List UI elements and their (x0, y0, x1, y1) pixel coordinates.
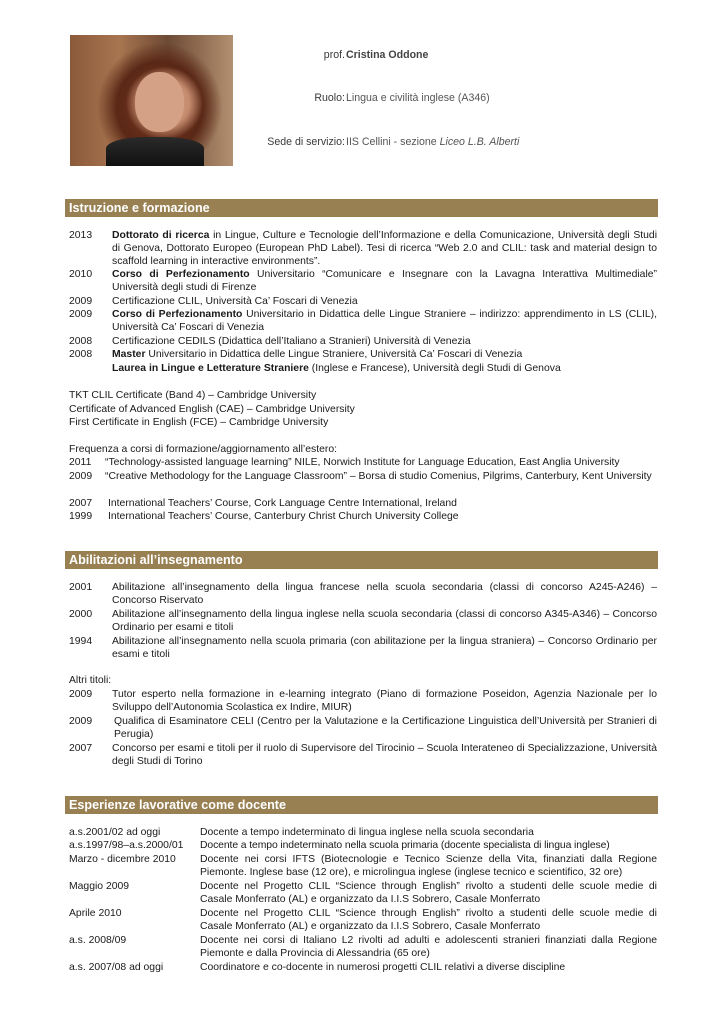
education-entry: 2008 Certificazione CEDILS (Didattica dell’Italiano a Stranieri) Università di Venezia (69, 336, 471, 347)
section-title-work: Esperienze lavorative come docente (65, 796, 658, 814)
photo-face (135, 72, 184, 132)
abroad-entry: 2007 International Teachers’ Course, Cork Language Centre International, Ireland (69, 498, 457, 509)
sede-label: Sede di servizio: (267, 136, 345, 148)
section-title-education: Istruzione e formazione (65, 199, 658, 217)
education-entry: 2013 Dottorato di ricerca in Lingue, Culture e Tecnologie dell’Informazione e della Comunicazione, Università degli Studi di Genova, Dottorato Europeo (European PhD Label). Tesi di ricerca “Web 2.0 and CLIL: task and material design to scaffold learning in interactive environments”. (69, 230, 657, 268)
work-entry: Marzo - dicembre 2010 Docente nei corsi IFTS (Biotecnologie e Tecnico Scienze della Vita, finanziati dalla Regione Piemonte. Inglese base (12 ore), e microlingua inglese (inglese tecnico e scientifico, 32 ore) (69, 854, 657, 879)
education-entry: 2009 Certificazione CLIL, Università Ca’ Foscari di Venezia (69, 296, 358, 307)
sede-value: IIS Cellini - sezione Liceo L.B. Alberti (346, 136, 520, 148)
header-sede-row (230, 136, 630, 150)
role-label: Ruolo: (314, 92, 345, 104)
certificate-line: First Certificate in English (FCE) – Cambridge University (69, 417, 329, 428)
teacher-name: Cristina Oddone (346, 49, 429, 61)
header-name-row (230, 49, 630, 63)
other-title-entry: 2007 Concorso per esami e titoli per il ruolo di Supervisore del Tirocinio – Scuola Interateneo di Specializzazione, Università degli Studi di Torino (69, 743, 657, 768)
abroad-entry: 1999 International Teachers’ Course, Canterbury Christ Church University College (69, 511, 459, 522)
role-value: Lingua e civilità inglese (A346) (346, 92, 490, 104)
work-entry: Maggio 2009 Docente nel Progetto CLIL “Science through English” rivolto a studenti delle scuole medie di Casale Monferrato (AL) e organizzato da I.I.S Sobrero, Casale Monferrato (69, 881, 657, 906)
abroad-entry: 2011 “Technology-assisted language learning” NILE, Norwich Institute for Language Education, East Anglia University (69, 457, 620, 468)
other-title-entry: 2009 Qualifica di Esaminatore CELI (Centro per la Valutazione e la Certificazione Linguistica dell’Università per Stranieri di Perugia) (69, 716, 657, 741)
work-entry: a.s. 2008/09 Docente nei corsi di Italiano L2 rivolti ad adulti e adolescenti stranieri finanziati dalla Regione Piemonte e dalla Provincia di Alessandria (65 ore) (69, 935, 657, 960)
abilitazione-entry: 2000 Abilitazione all’insegnamento della lingua inglese nella scuola secondaria (classi di concorso A345-A346) – Concorso Ordinario per esami e titoli (69, 609, 657, 634)
education-entry: Laurea in Lingue e Letterature Straniere (Inglese e Francese), Università degli Studi di Genova (112, 363, 561, 374)
section-title-abilitazioni: Abilitazioni all’insegnamento (65, 551, 658, 569)
abroad-intro: Frequenza a corsi di formazione/aggiornamento all’estero: (69, 444, 337, 455)
certificate-line: Certificate of Advanced English (CAE) – Cambridge University (69, 404, 355, 415)
header-role-row (230, 92, 630, 106)
other-title-entry: 2009 Tutor esperto nella formazione in e-learning integrato (Piano di formazione Poseidon, Agenzia Nazionale per lo Sviluppo dell’Autonomia Scolastica ex Indire, MIUR) (69, 689, 657, 714)
certificate-line: TKT CLIL Certificate (Band 4) – Cambridge University (69, 390, 317, 401)
work-entry: a.s. 2007/08 ad oggi Coordinatore e co-docente in numerosi progetti CLIL relativi a diverse discipline (69, 962, 566, 973)
abroad-entry: 2009 “Creative Methodology for the Language Classroom” – Borsa di studio Comenius, Pilgrims, Canterbury, Kent University (69, 471, 652, 482)
education-entry: 2009 Corso di Perfezionamento Universitario in Didattica delle Lingue Straniere – indirizzo: apprendimento in LS (CLIL), Università Ca’ Foscari di Venezia (69, 309, 657, 334)
profile-photo (70, 35, 233, 166)
abilitazione-entry: 2001 Abilitazione all’insegnamento della lingua francese nella scuola secondaria (classi di concorso A245-A246) – Concorso Riservato (69, 582, 657, 607)
education-entry: 2008 Master Universitario in Didattica delle Lingue Straniere, Università Ca’ Foscari di Venezia (69, 349, 523, 360)
work-entry: a.s.1997/98–a.s.2000/01 Docente a tempo indeterminato nella scuola primaria (docente specialista di lingua inglese) (69, 840, 610, 851)
other-titles-intro: Altri titoli: (69, 675, 112, 686)
abilitazione-entry: 1994 Abilitazione all’insegnamento nella scuola primaria (con abilitazione per la lingua straniera) – Concorso Ordinario per esami e titoli (69, 636, 657, 661)
prof-label: prof. (323, 49, 345, 61)
photo-shirt (106, 137, 204, 166)
education-entry: 2010 Corso di Perfezionamento Universitario “Comunicare e Insegnare con la Lavagna Interattiva Multimediale” Università degli studi di Firenze (69, 269, 657, 294)
work-entry: Aprile 2010 Docente nel Progetto CLIL “Science through English” rivolto a studenti delle scuole medie di Casale Monferrato (AL) e organizzato da I.I.S Sobrero, Casale Monferrato (69, 908, 657, 933)
work-entry: a.s.2001/02 ad oggi Docente a tempo indeterminato di lingua inglese nella scuola secondaria (69, 827, 534, 838)
